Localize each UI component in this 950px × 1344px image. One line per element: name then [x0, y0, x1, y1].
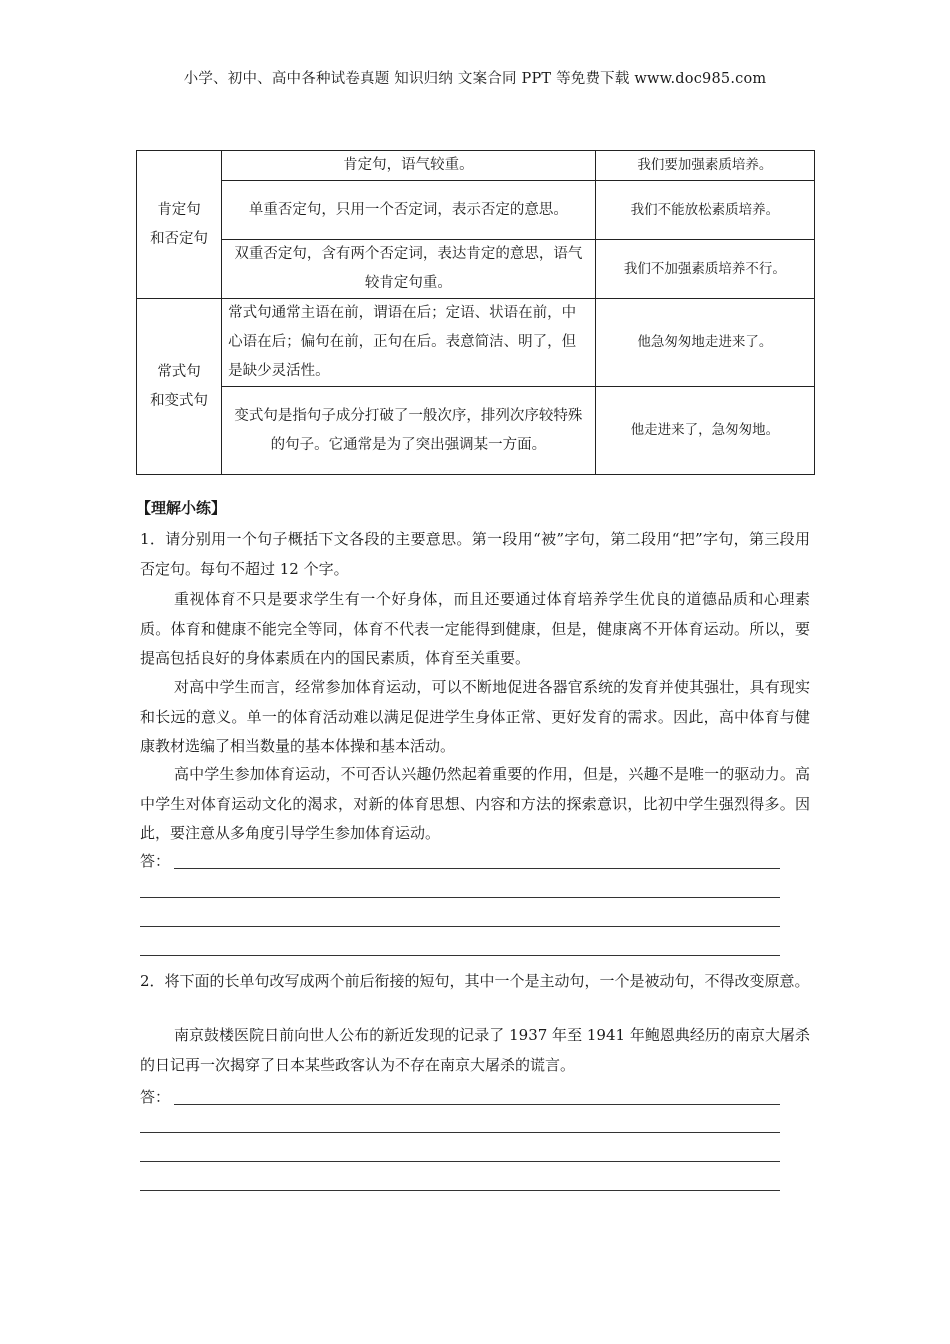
answer-line[interactable] [140, 926, 780, 927]
passage-paragraph-2: 对高中学生而言，经常参加体育运动，可以不断地促进各器官系统的发育并使其强壮，具有现实和长远的意义。单一的体育活动难以满足促进学生身体正常、更好发育的需求。因此，高中体育与健康教材选编了相当数量的基本体操和基本活动。 [140, 678, 810, 755]
desc-cell: 变式句是指句子成分打破了一般次序，排列次序较特殊的句子。它通常是为了突出强调某一方面。 [222, 387, 596, 475]
question-2-sentence: 南京鼓楼医院日前向世人公布的新近发现的记录了 1937 年至 1941 年鲍恩典经历的南京大屠杀的日记再一次揭穿了日本某些政客认为不存在南京大屠杀的谎言。 [140, 1026, 810, 1074]
answer-line[interactable] [140, 1161, 780, 1162]
table-row [137, 299, 815, 387]
example-cell: 他走进来了，急匆匆地。 [595, 387, 814, 475]
answer-line[interactable] [140, 1190, 780, 1191]
category-label: 肯定句 和否定句 [150, 201, 209, 247]
desc-cell: 肯定句，语气较重。 [222, 151, 596, 181]
category-cell [137, 151, 222, 299]
desc-cell: 单重否定句，只用一个否定词，表示否定的意思。 [222, 181, 596, 240]
passage-paragraph-1: 重视体育不只是要求学生有一个好身体，而且还要通过体育培养学生优良的道德品质和心理素质。体育和健康不能完全等同，体育不代表一定能得到健康，但是，健康离不开体育运动。所以，要提高包括良好的身体素质在内的国民素质，体育至关重要。 [140, 590, 810, 667]
question-1-prompt: 1．请分别用一个句子概括下文各段的主要意思。第一段用“被”字句，第二段用“把”字句，第三段用否定句。每句不超过 12 个字。 [140, 530, 810, 578]
answer-label: 答： [140, 1088, 171, 1106]
answer-line[interactable] [140, 1132, 780, 1133]
category-cell [137, 299, 222, 475]
answer-line[interactable] [140, 955, 780, 956]
table-row [137, 151, 815, 181]
example-cell: 我们不能放松素质培养。 [595, 181, 814, 240]
example-cell: 我们要加强素质培养。 [595, 151, 814, 181]
table-row [137, 387, 815, 475]
desc-cell: 双重否定句，含有两个否定词，表达肯定的意思，语气较肯定句重。 [222, 240, 596, 299]
sentence-type-table [136, 150, 815, 475]
table-row [137, 240, 815, 299]
question-2-prompt: 2．将下面的长单句改写成两个前后衔接的短句，其中一个是主动句，一个是被动句，不得改变原意。 [140, 972, 810, 990]
section-title: 【理解小练】 [136, 499, 227, 517]
answer-line[interactable] [174, 868, 780, 869]
passage-paragraph-3: 高中学生参加体育运动，不可否认兴趣仍然起着重要的作用，但是，兴趣不是唯一的驱动力。高中学生对体育运动文化的渴求，对新的体育思想、内容和方法的探索意识，比初中学生强烈得多。因此，要注意从多角度引导学生参加体育运动。 [140, 765, 810, 842]
answer-line[interactable] [140, 897, 780, 898]
page-header: 小学、初中、高中各种试卷真题 知识归纳 文案合同 PPT 等免费下载 www.doc985.com [183, 71, 767, 87]
category-label: 常式句 和变式句 [150, 363, 209, 409]
example-cell: 我们不加强素质培养不行。 [595, 240, 814, 299]
example-cell: 他急匆匆地走进来了。 [595, 299, 814, 387]
answer-label: 答： [140, 852, 171, 870]
table-row [137, 181, 815, 240]
desc-cell: 常式句通常主语在前，谓语在后；定语、状语在前，中心语在后；偏句在前，正句在后。表意简洁、明了，但是缺少灵活性。 [222, 299, 596, 387]
answer-line[interactable] [174, 1104, 780, 1105]
